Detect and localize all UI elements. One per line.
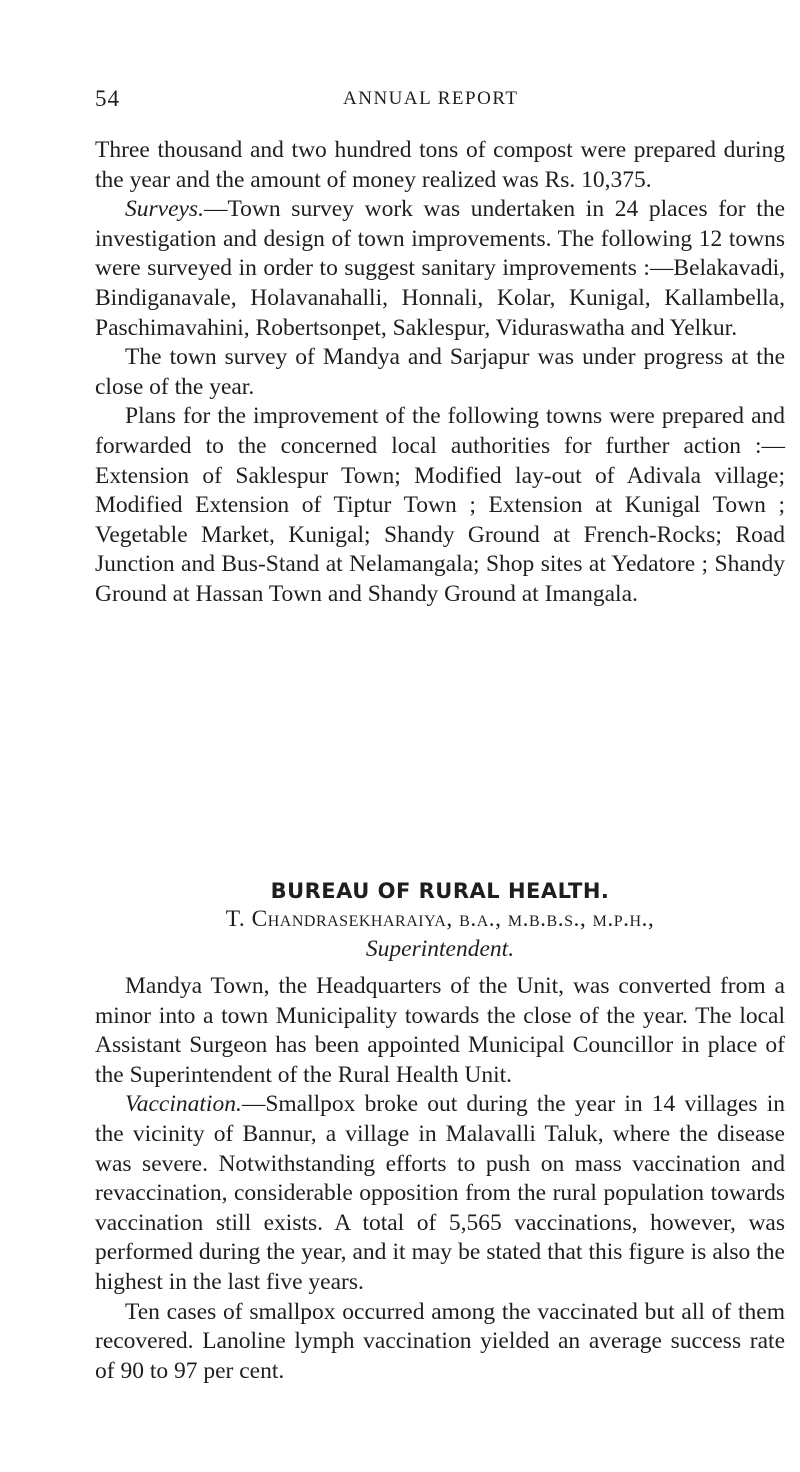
surveys-paragraph — [95, 195, 785, 343]
body-text-lower — [95, 972, 785, 1386]
officer-name: T. Chandrasekharaiya, b.a., m.b.b.s., m.p.h., — [225, 906, 655, 932]
section-heading: BUREAU OF RURAL HEALTH. — [270, 879, 610, 903]
surveys-heading: Surveys. — [125, 196, 204, 223]
compost-paragraph: Three thousand and two hundred tons of compost were prepared during the year and the amount of money realized was Rs. 10,375. — [95, 137, 785, 193]
surveys-text: —Town survey work was undertaken in 24 places for the investigation and design of town improvements. The following 12 towns were surveyed in order to suggest sanitary improvements :—Belakavadi, Bindiganavale, Holavanahalli, Honnali, Kolar, Kunigal, Kallambella, Paschimavahini, Robertsonpet, Saklespur, Viduraswatha and Yelkur. — [95, 196, 785, 341]
smallpox-cases-paragraph: Ten cases of smallpox occurred among the vaccinated but all of them recovered. Lanoline lymph vaccination yielded an average success rate of 90 to 97 per cent. — [95, 1298, 785, 1384]
officer-title: Superintendent. — [365, 935, 515, 962]
vaccination-paragraph — [95, 1090, 785, 1297]
survey-progress-paragraph: The town survey of Mandya and Sarjapur was under progress at the close of the year. — [95, 344, 785, 400]
page-header — [95, 86, 785, 116]
body-text-upper — [95, 136, 785, 610]
plans-paragraph: Plans for the improvement of the following towns were prepared and forwarded to the concerned local authorities for further action :—Extension of Saklespur Town; Modified lay-out of Adivala village; Modified Extension of Tiptur Town ; Extension at Kunigal Town ; Vegetable Market, Kunigal; Shandy Ground at French-Rocks; Road Junction and Bus-Stand at Nelamangala; Shop sites at Yedatore ; Shandy Ground at Hassan Town and Shandy Ground at Imangala. — [95, 403, 785, 607]
vaccination-heading: Vaccination. — [125, 1091, 242, 1118]
officer-byline — [95, 905, 785, 964]
page-number: 54 — [95, 86, 120, 111]
running-head: ANNUAL REPORT — [343, 88, 519, 109]
mandya-paragraph: Mandya Town, the Headquarters of the Unit, was converted from a minor into a town Municipality towards the close of the year. The local Assistant Surgeon has been appointed Municipal Councillor in place of the Superintendent of the Rural Health Unit. — [95, 973, 785, 1088]
vaccination-text: —Smallpox broke out during the year in 14 villages in the vicinity of Bannur, a village in Malavalli Taluk, where the disease was severe. Notwithstanding efforts to push on mass vaccination and revaccination, considerable opposition from the rural population towards vaccination still exists. A total of 5,565 vaccinations, however, was performed during the year, and it may be stated that this figure is also the highest in the last five years. — [95, 1091, 785, 1295]
